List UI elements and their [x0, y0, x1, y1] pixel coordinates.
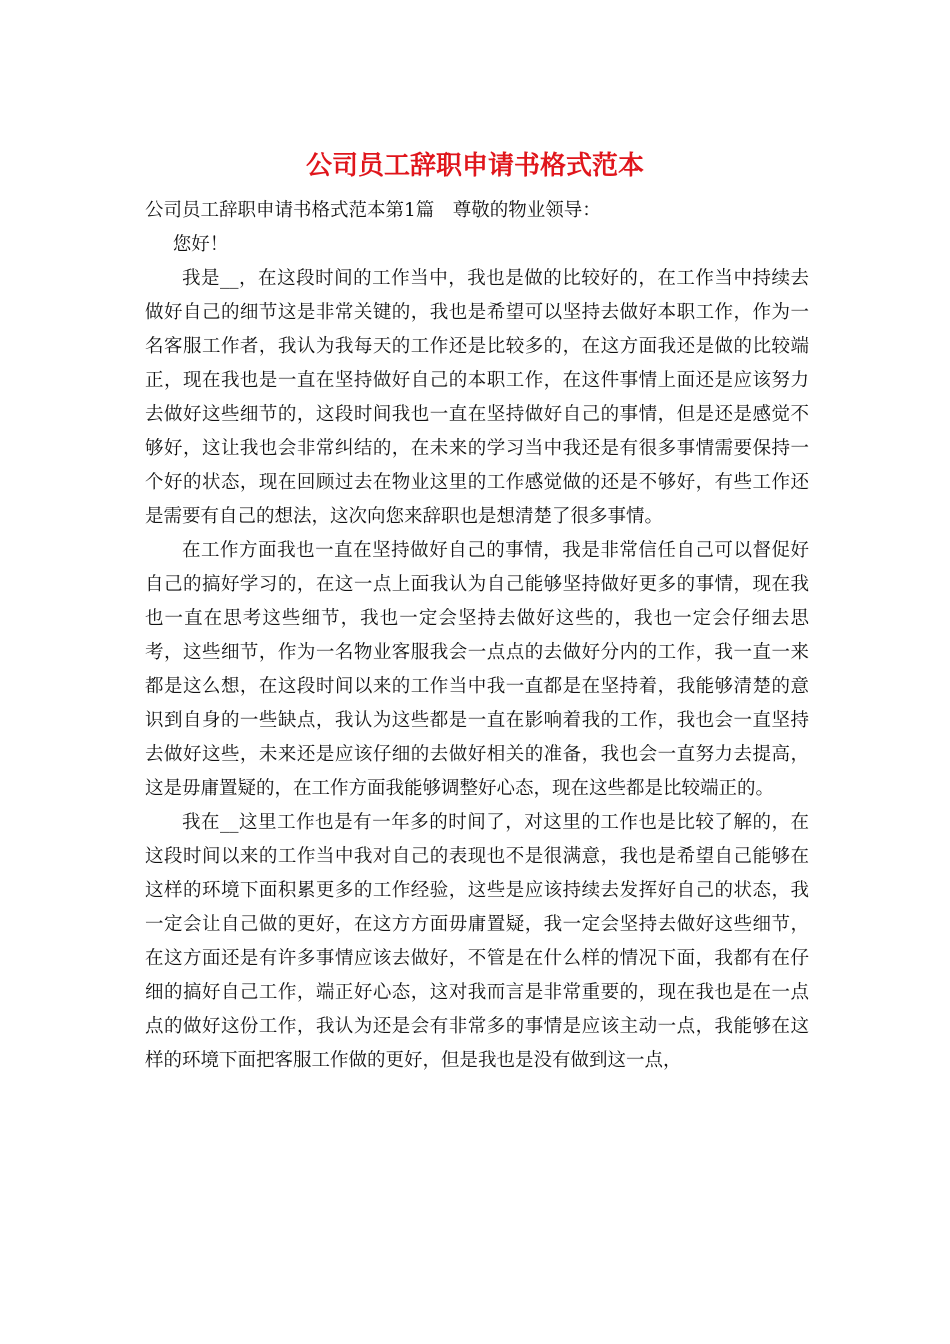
document-body: [145, 194, 809, 1078]
paragraph-3: 我在__这里工作也是有一年多的时间了，对这里的工作也是比较了解的，在这段时间以来的工作当中我对自己的表现也不是很满意，我也是希望自己能够在这样的环境下面积累更多的工作经验，这些是应该持续去发挥好自己的状态，我一定会让自己做的更好，在这方方面毋庸置疑，我一定会坚持去做好这些细节，在这方面还是有许多事情应该去做好，不管是在什么样的情况下面，我都有在仔细的搞好自己工作，端正好心态，这对我而言是非常重要的，现在我也是在一点点的做好这份工作，我认为还是会有非常多的事情是应该主动一点，我能够在这样的环境下面把客服工作做的更好，但是我也是没有做到这一点，: [145, 812, 809, 1071]
greeting-line: 您好！: [172, 234, 229, 255]
paragraph-2: 在工作方面我也一直在坚持做好自己的事情，我是非常信任自己可以督促好自己的搞好学习的，在这一点上面我认为自己能够坚持做好更多的事情，现在我也一直在思考这些细节，我也一定会坚持去做好这些的，我也一定会仔细去思考，这些细节，作为一名物业客服我会一点点的去做好分内的工作，我一直一来都是这么想，在这段时间以来的工作当中我一直都是在坚持着，我能够清楚的意识到自身的一些缺点，我认为这些都是一直在影响着我的工作，我也会一直坚持去做好这些，未来还是应该仔细的去做好相关的准备，我也会一直努力去提高，这是毋庸置疑的，在工作方面我能够调整好心态，现在这些都是比较端正的。: [145, 540, 809, 799]
opening-line: 公司员工辞职申请书格式范本第1篇 尊敬的物业领导：: [145, 200, 601, 221]
paragraph-1: 我是__，在这段时间的工作当中，我也是做的比较好的，在工作当中持续去做好自己的细节这是非常关键的，我也是希望可以坚持去做好本职工作，作为一名客服工作者，我认为我每天的工作还是比较多的，在这方面我还是做的比较端正，现在我也是一直在坚持做好自己的本职工作，在这件事情上面还是应该努力去做好这些细节的，这段时间我也一直在坚持做好自己的事情，但是还是感觉不够好，这让我也会非常纠结的，在未来的学习当中我还是有很多事情需要保持一个好的状态，现在回顾过去在物业这里的工作感觉做的还是不够好，有些工作还是需要有自己的想法，这次向您来辞职也是想清楚了很多事情。: [145, 268, 809, 527]
document-title: 公司员工辞职申请书格式范本: [305, 151, 644, 181]
